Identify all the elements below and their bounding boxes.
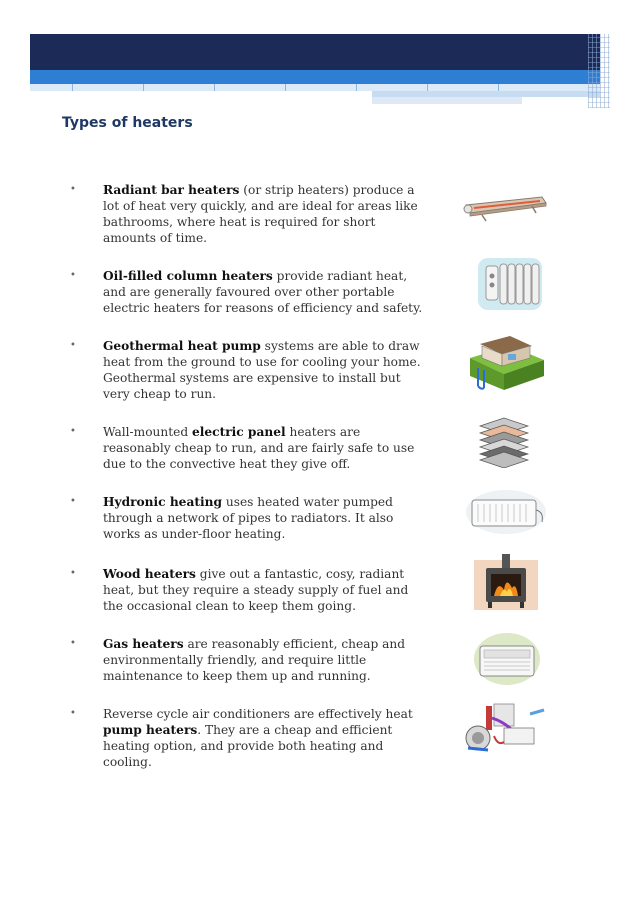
gas-heater-icon [474, 632, 540, 686]
item-text: Hydronic heating uses heated water pumped through a network of pipes to radiators. It also works as under-floor heating. [103, 495, 394, 541]
item-text: Radiant bar heaters (or strip heaters) produce a lot of heat very quickly, and are ideal for areas like bathrooms, where heat is required for short amounts of time. [103, 183, 418, 245]
item-text: Gas heaters are reasonably efficient, cheap and environmentally friendly, and require little maintenance to keep them up and running. [103, 637, 406, 683]
radiant-bar-heater-icon [462, 193, 548, 223]
bullet: • [70, 568, 76, 579]
item-text: Wood heaters give out a fantastic, cosy, radiant heat, but they require a steady supply of fuel and the occasional clean to keep them going. [103, 567, 409, 613]
electric-panel-layers-icon [476, 416, 532, 468]
item-text: Wall-mounted electric panel heaters are reasonably cheap to run, and are fairly safe to use due to the convective heat they give off. [103, 425, 415, 471]
bullet: • [70, 708, 76, 719]
item-text: Geothermal heat pump systems are able to draw heat from the ground to use for cooling your home. Geothermal systems are expensive to install but very cheap to run. [103, 339, 421, 401]
bullet: • [70, 184, 76, 195]
item-text: Reverse cycle air conditioners are effectively heat pump heaters. They are a cheap and efficient heating option, and provide both heating and cooling. [103, 707, 413, 769]
oil-column-heater-icon [478, 258, 542, 310]
item-text: Oil-filled column heaters provide radiant heat, and are generally favoured over other portable electric heaters for reasons of efficiency and safety. [103, 269, 423, 315]
geothermal-house-icon [470, 332, 544, 390]
bullet: • [70, 270, 76, 281]
page-heading: Types of heaters [62, 115, 193, 131]
bullet: • [70, 426, 76, 437]
bullet: • [70, 340, 76, 351]
heat-pump-unit-icon [464, 702, 546, 754]
wood-heater-icon [474, 554, 538, 610]
bullet: • [70, 496, 76, 507]
hydronic-panel-heater-icon [466, 488, 546, 536]
bullet: • [70, 638, 76, 649]
